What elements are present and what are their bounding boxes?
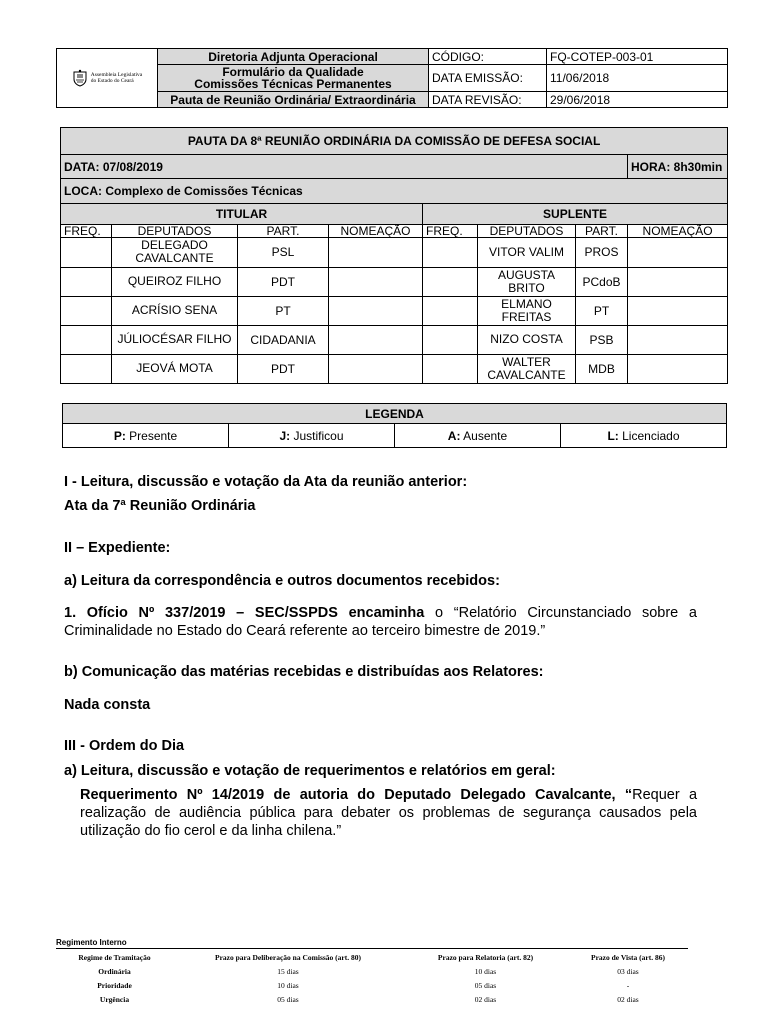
titular-party: PSL: [238, 238, 329, 267]
oficio-reference: 1. Ofício Nº 337/2019 – SEC/SSPDS encaminha: [64, 605, 425, 621]
legend-label: Justificou: [290, 428, 344, 443]
nomeacao-cell: [329, 238, 423, 267]
regimento-header: Regime de Tramitação: [78, 952, 151, 962]
regime-label: Urgência: [99, 994, 130, 1004]
logo-text-line1: Assembleia Legislativa: [90, 72, 143, 78]
nomeacao-cell: [329, 354, 423, 383]
freq-cell: [61, 238, 112, 267]
legend-item: [561, 424, 727, 448]
regimento-row: [56, 978, 688, 992]
titular-name: ACRÍSIO SENA: [112, 296, 238, 325]
legend-key: A:: [447, 428, 461, 443]
freq-cell: [423, 238, 478, 267]
requerimento-reference: Requerimento Nº 14/2019 de autoria do Deputado Delegado Cavalcante, “: [80, 787, 633, 803]
form-title-line2: Comissões Técnicas Permanentes: [194, 77, 392, 91]
suplente-party: PCdoB: [576, 267, 628, 296]
regimento-table: [56, 950, 688, 1006]
nomeacao-cell: [329, 296, 423, 325]
form-title: [158, 65, 429, 92]
suplente-name: WALTER CAVALCANTE: [478, 354, 576, 383]
prazo-vista: 02 dias: [617, 994, 639, 1004]
prazo-deliberacao: 05 dias: [277, 994, 299, 1004]
suplente-name: VITOR VALIM: [478, 238, 576, 267]
section-3-heading: III - Ordem do Dia: [64, 738, 185, 754]
suplente-party: PSB: [576, 325, 628, 354]
nomeacao-cell: [329, 325, 423, 354]
regime-label: Prioridade: [97, 980, 132, 990]
regimento-title: Regimento Interno: [56, 938, 127, 947]
prazo-deliberacao: 10 dias: [277, 980, 299, 990]
col-deputados: DEPUTADOS: [112, 225, 238, 238]
member-row: [61, 238, 728, 267]
section-3a-heading: a) Leitura, discussão e votação de requerimentos e relatórios em geral:: [64, 763, 556, 779]
member-row: [61, 296, 728, 325]
titular-party: PDT: [238, 354, 329, 383]
regime-label: Ordinária: [98, 966, 131, 976]
meeting-location: LOCA: Complexo de Comissões Técnicas: [61, 179, 728, 204]
regimento-divider: [56, 948, 688, 949]
titular-party: PDT: [238, 267, 329, 296]
col-freq: FREQ.: [61, 225, 112, 238]
legend-item: [395, 424, 561, 448]
emissao-value: 11/06/2018: [547, 65, 728, 92]
titular-party: PT: [238, 296, 329, 325]
section-2b-text: Nada consta: [64, 697, 151, 713]
directorate-label: Diretoria Adjunta Operacional: [158, 49, 429, 65]
freq-cell: [61, 267, 112, 296]
titular-name: JEOVÁ MOTA: [112, 354, 238, 383]
titular-name: QUEIROZ FILHO: [112, 267, 238, 296]
legend-key: P:: [113, 428, 126, 443]
suplente-name: ELMANO FREITAS: [478, 296, 576, 325]
col-deputados: DEPUTADOS: [478, 225, 576, 238]
prazo-vista: -: [626, 980, 630, 990]
section-3a-item: [80, 786, 697, 840]
section-2a-heading: a) Leitura da correspondência e outros documentos recebidos:: [64, 573, 500, 589]
member-row: [61, 267, 728, 296]
col-nomeacao: NOMEAÇÃO: [329, 225, 423, 238]
legend-table: [62, 403, 727, 448]
meeting-date: DATA: 07/08/2019: [61, 155, 628, 179]
freq-cell: [423, 267, 478, 296]
suplente-party: PROS: [576, 238, 628, 267]
form-title-line1: Formulário da Qualidade: [222, 65, 364, 79]
freq-cell: [423, 354, 478, 383]
nomeacao-cell: [628, 325, 728, 354]
meeting-table: [60, 127, 728, 384]
nomeacao-cell: [628, 267, 728, 296]
titular-name: JÚLIOCÉSAR FILHO: [112, 325, 238, 354]
member-row: [61, 354, 728, 383]
emissao-label: DATA EMISSÃO:: [429, 65, 547, 92]
logo-cell: [57, 49, 158, 108]
legend-item: [229, 424, 395, 448]
legend-title: LEGENDA: [63, 404, 727, 424]
legend-item: [63, 424, 229, 448]
titular-name: DELEGADO CAVALCANTE: [112, 238, 238, 267]
prazo-relatoria: 02 dias: [474, 994, 497, 1004]
regimento-header: Prazo de Vista (art. 86): [591, 952, 665, 962]
prazo-vista: 03 dias: [617, 966, 639, 976]
freq-cell: [423, 296, 478, 325]
pauta-type: Pauta de Reunião Ordinária/ Extraordinária: [158, 92, 429, 108]
prazo-relatoria: 10 dias: [474, 966, 497, 976]
revisao-value: 29/06/2018: [547, 92, 728, 108]
prazo-deliberacao: 15 dias: [277, 966, 299, 976]
section-2a-item: [64, 604, 697, 640]
suplente-party: PT: [576, 296, 628, 325]
suplente-party: MDB: [576, 354, 628, 383]
nomeacao-cell: [628, 238, 728, 267]
freq-cell: [61, 296, 112, 325]
section-2b-heading: b) Comunicação das matérias recebidas e distribuídas aos Relatores:: [64, 664, 544, 680]
regimento-header: Prazo para Relatoria (art. 82): [437, 952, 534, 962]
regimento-row: [56, 992, 688, 1006]
suplente-name: AUGUSTA BRITO: [478, 267, 576, 296]
legend-key: L:: [607, 428, 619, 443]
legend-label: Presente: [125, 428, 178, 443]
oficio-description: o “Relatório Circunstanciado sobre a Criminalidade no Estado do Ceará referente ao terceiro bimestre de 2019.”: [64, 605, 697, 639]
freq-cell: [423, 325, 478, 354]
member-row: [61, 325, 728, 354]
nomeacao-cell: [628, 296, 728, 325]
document-header: [56, 48, 728, 108]
codigo-value: FQ-COTEP-003-01: [547, 49, 728, 65]
col-freq: FREQ.: [423, 225, 478, 238]
freq-cell: [61, 354, 112, 383]
regimento-row: [56, 964, 688, 978]
regimento-header: Prazo para Deliberação na Comissão (art. 80): [214, 952, 361, 962]
codigo-label: CÓDIGO:: [429, 49, 547, 65]
col-part: PART.: [576, 225, 628, 238]
titular-header: TITULAR: [61, 204, 423, 225]
coat-of-arms-icon: [72, 69, 88, 87]
requerimento-description: Requer a realização de audiência pública para debater os problemas de segurança causados pela utilização do fio cerol e da linha chilena.”: [80, 787, 698, 839]
logo-text-line2: do Estado do Ceará: [90, 78, 134, 84]
freq-cell: [61, 325, 112, 354]
legend-label: Licenciado: [618, 428, 680, 443]
nomeacao-cell: [628, 354, 728, 383]
section-1-text: Ata da 7ª Reunião Ordinária: [64, 498, 256, 514]
section-2-heading: II – Expediente:: [64, 540, 171, 556]
section-1-heading: I - Leitura, discussão e votação da Ata da reunião anterior:: [64, 474, 468, 490]
revisao-label: DATA REVISÃO:: [429, 92, 547, 108]
meeting-time: HORA: 8h30min: [628, 155, 728, 179]
prazo-relatoria: 05 dias: [474, 980, 497, 990]
col-nomeacao: NOMEAÇÃO: [628, 225, 728, 238]
legend-label: Ausente: [460, 428, 508, 443]
col-part: PART.: [238, 225, 329, 238]
meeting-title: PAUTA DA 8ª REUNIÃO ORDINÁRIA DA COMISSÃO DE DEFESA SOCIAL: [61, 128, 728, 155]
titular-party: CIDADANIA: [238, 325, 329, 354]
suplente-header: SUPLENTE: [423, 204, 728, 225]
nomeacao-cell: [329, 267, 423, 296]
suplente-name: NIZO COSTA: [478, 325, 576, 354]
legend-key: J:: [279, 428, 291, 443]
